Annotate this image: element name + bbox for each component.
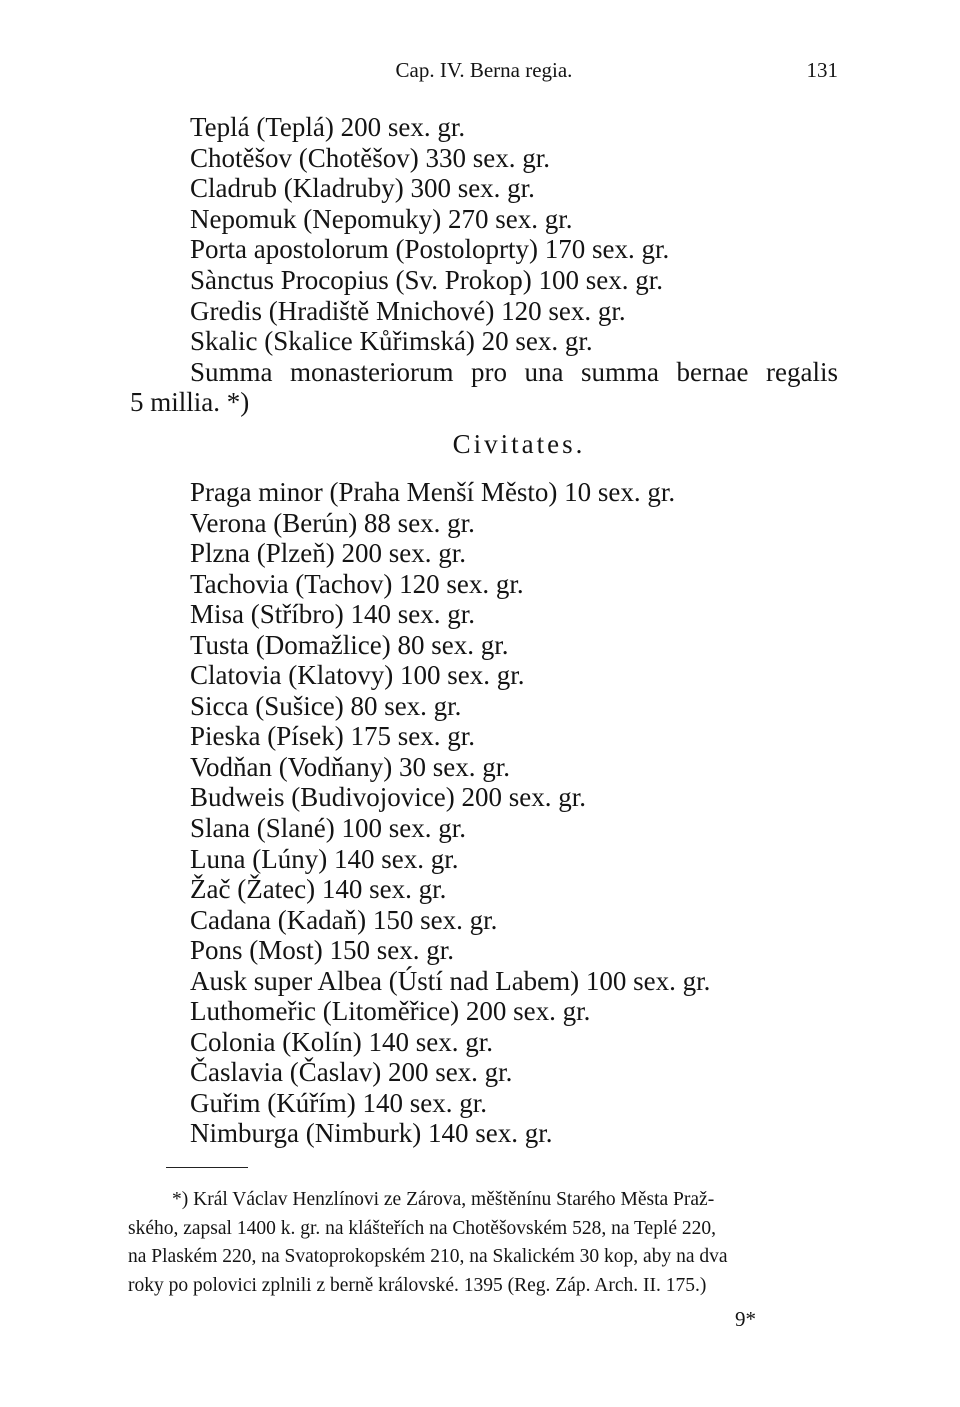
list-item: Cladrub (Kladruby) 300 sex. gr. xyxy=(190,173,535,204)
list-item: Vodňan (Vodňany) 30 sex. gr. xyxy=(190,751,510,782)
cities-list xyxy=(190,477,840,1149)
summa-word: una xyxy=(524,356,564,387)
list-item: Sicca (Sušice) 80 sex. gr. xyxy=(190,690,462,721)
summa-word: regalis xyxy=(766,356,838,387)
summa-word: bernae xyxy=(676,356,749,387)
footnote-text: na Plaském 220, na Svatoprokopském 210, na Skalickém 30 kop, aby na dva xyxy=(128,1246,728,1267)
list-item: Clatovia (Klatovy) 100 sex. gr. xyxy=(190,660,525,691)
monasteries-list xyxy=(130,112,840,472)
list-item: Časlavia (Časlav) 200 sex. gr. xyxy=(190,1057,513,1088)
list-item: Colonia (Kolín) 140 sex. gr. xyxy=(190,1026,493,1057)
list-item: Žač (Žatec) 140 sex. gr. xyxy=(190,874,447,905)
footnote xyxy=(128,1186,838,1300)
list-item: Nepomuk (Nepomuky) 270 sex. gr. xyxy=(190,203,573,234)
list-item: Teplá (Teplá) 200 sex. gr. xyxy=(190,112,466,142)
summa-word: pro xyxy=(471,356,508,387)
footnote-line xyxy=(128,1186,838,1215)
list-item: Pieska (Písek) 175 sex. gr. xyxy=(190,721,475,752)
footnote-line xyxy=(128,1215,838,1244)
list-item: Pons (Most) 150 sex. gr. xyxy=(190,935,455,966)
summa-word: Summa xyxy=(190,356,273,387)
list-item: Luna (Lúny) 140 sex. gr. xyxy=(190,843,459,874)
list-item: Cadana (Kadaň) 150 sex. gr. xyxy=(190,904,498,935)
list-item: Slana (Slané) 100 sex. gr. xyxy=(190,813,466,844)
page-number: 131 xyxy=(806,58,838,82)
list-item: Budweis (Budivojovice) 200 sex. gr. xyxy=(190,782,586,813)
footnote-text: roky po polovici zplnili z berně královské. 1395 (Reg. Záp. Arch. II. 175.) xyxy=(128,1274,707,1296)
list-item: Tachovia (Tachov) 120 sex. gr. xyxy=(190,568,524,599)
list-item: Plzna (Plzeň) 200 sex. gr. xyxy=(190,538,466,569)
footnote-line xyxy=(128,1272,838,1301)
list-item: Praga minor (Praha Menší Město) 10 sex. gr. xyxy=(190,477,676,507)
list-item: Luthomeřic (Litoměřice) 200 sex. gr. xyxy=(190,996,591,1027)
list-item: Gredis (Hradiště Mnichové) 120 sex. gr. xyxy=(190,295,626,326)
list-item: Tusta (Domažlice) 80 sex. gr. xyxy=(190,629,509,660)
list-item: Sànctus Procopius (Sv. Prokop) 100 sex. gr. xyxy=(190,264,663,295)
footnote-line xyxy=(128,1243,838,1272)
list-item: Guřim (Kúřím) 140 sex. gr. xyxy=(190,1087,487,1118)
running-header xyxy=(130,58,838,92)
footnote-text: ského, zapsal 1400 k. gr. na klášteřích na Chotěšovském 528, na Teplé 220, xyxy=(128,1217,717,1239)
summa-word: summa xyxy=(581,356,660,387)
list-item: Nimburga (Nimburk) 140 sex. gr. xyxy=(190,1118,553,1149)
signature-mark: 9* xyxy=(735,1307,756,1331)
list-item: Ausk super Albea (Ústí nad Labem) 100 sex. gr. xyxy=(190,965,711,996)
summa-continuation: 5 millia. *) xyxy=(130,387,250,418)
footnote-divider xyxy=(166,1167,248,1168)
running-title: Cap. IV. Berna regia. xyxy=(395,58,573,82)
list-item: Chotěšov (Chotěšov) 330 sex. gr. xyxy=(190,142,550,173)
footnote-text: *) Král Václav Henzlínovi ze Zárova, měštěnínu Starého Města Praž- xyxy=(172,1189,715,1210)
list-item: Skalic (Skalice Kůřimská) 20 sex. gr. xyxy=(190,326,593,357)
list-item: Verona (Berún) 88 sex. gr. xyxy=(190,507,475,538)
summa-word: monasteriorum xyxy=(290,356,454,387)
summa-line xyxy=(190,357,838,388)
list-item: Misa (Stříbro) 140 sex. gr. xyxy=(190,599,475,630)
list-item: Porta apostolorum (Postoloprty) 170 sex. gr. xyxy=(190,234,670,265)
section-heading: Civitates. xyxy=(452,428,586,459)
